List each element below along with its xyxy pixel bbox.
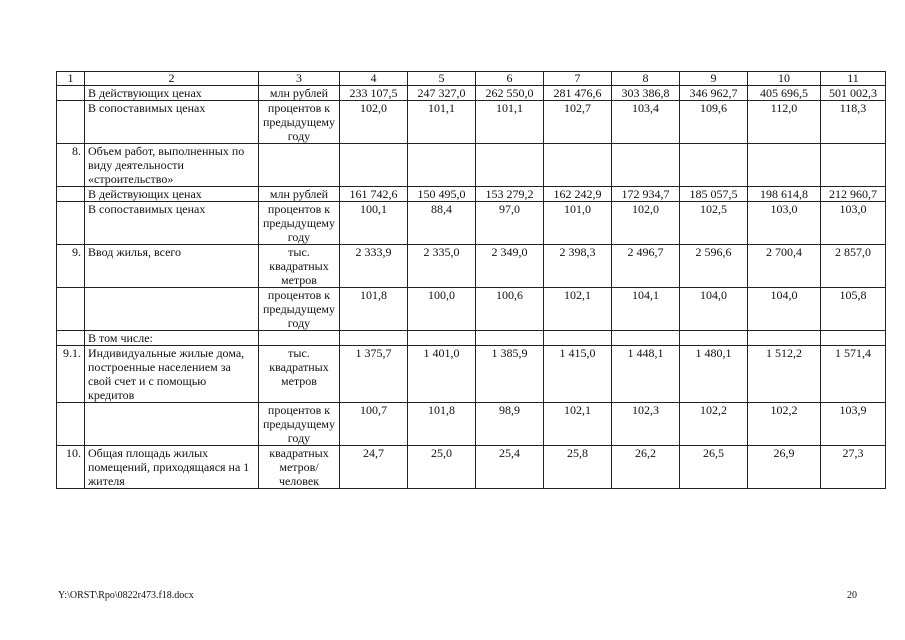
- value-cell: 281 476,6: [544, 86, 612, 101]
- row-number-cell: [57, 331, 85, 346]
- value-cell: [544, 331, 612, 346]
- value-cell: 101,8: [408, 403, 476, 446]
- value-cell: [821, 331, 886, 346]
- value-cell: 2 496,7: [612, 245, 680, 288]
- value-cell: 101,8: [340, 288, 408, 331]
- table-row: [57, 288, 886, 331]
- value-cell: 97,0: [476, 202, 544, 245]
- value-cell: [340, 331, 408, 346]
- value-cell: 102,3: [612, 403, 680, 446]
- value-cell: 212 960,7: [821, 187, 886, 202]
- value-cell: 102,7: [544, 101, 612, 144]
- row-number-cell: [57, 288, 85, 331]
- value-cell: 105,8: [821, 288, 886, 331]
- row-number-cell: [57, 101, 85, 144]
- value-cell: [612, 144, 680, 187]
- value-cell: 185 057,5: [680, 187, 748, 202]
- table-row: [57, 331, 886, 346]
- value-cell: 103,9: [821, 403, 886, 446]
- column-number-cell: 11: [821, 72, 886, 86]
- column-number-cell: 2: [85, 72, 259, 86]
- value-cell: 103,4: [612, 101, 680, 144]
- value-cell: 101,1: [408, 101, 476, 144]
- value-cell: 118,3: [821, 101, 886, 144]
- value-cell: 2 857,0: [821, 245, 886, 288]
- value-cell: 102,1: [544, 288, 612, 331]
- row-number-cell: [57, 403, 85, 446]
- value-cell: 104,1: [612, 288, 680, 331]
- column-number-cell: 10: [748, 72, 821, 86]
- table-row: [57, 86, 886, 101]
- value-cell: 103,0: [821, 202, 886, 245]
- row-number-cell: 9.: [57, 245, 85, 288]
- value-cell: 100,0: [408, 288, 476, 331]
- row-number-cell: 8.: [57, 144, 85, 187]
- row-number-cell: [57, 86, 85, 101]
- indicator-name-cell: [85, 288, 259, 331]
- value-cell: 104,0: [748, 288, 821, 331]
- indicator-name-cell: [85, 403, 259, 446]
- value-cell: 346 962,7: [680, 86, 748, 101]
- value-cell: 2 596,6: [680, 245, 748, 288]
- unit-cell: процентов к предыдущему году: [259, 101, 340, 144]
- value-cell: 2 398,3: [544, 245, 612, 288]
- value-cell: 2 335,0: [408, 245, 476, 288]
- unit-cell: тыс. квадратных метров: [259, 245, 340, 288]
- column-number-cell: 8: [612, 72, 680, 86]
- value-cell: [476, 144, 544, 187]
- value-cell: [748, 331, 821, 346]
- value-cell: 1 512,2: [748, 346, 821, 403]
- value-cell: 1 448,1: [612, 346, 680, 403]
- row-number-cell: 9.1.: [57, 346, 85, 403]
- indicator-name-cell: В том числе:: [85, 331, 259, 346]
- value-cell: 102,0: [340, 101, 408, 144]
- column-number-cell: 3: [259, 72, 340, 86]
- value-cell: [340, 144, 408, 187]
- table-header-row: [57, 72, 886, 86]
- value-cell: 102,2: [748, 403, 821, 446]
- unit-cell: процентов к предыдущему году: [259, 403, 340, 446]
- column-number-cell: 6: [476, 72, 544, 86]
- value-cell: 104,0: [680, 288, 748, 331]
- value-cell: 102,2: [680, 403, 748, 446]
- unit-cell: процентов к предыдущему году: [259, 202, 340, 245]
- footer-file-path: Y:\ORST\Rpo\0822r473.f18.docx: [58, 590, 194, 601]
- row-number-cell: [57, 202, 85, 245]
- column-number-cell: 1: [57, 72, 85, 86]
- value-cell: 109,6: [680, 101, 748, 144]
- table-row: [57, 403, 886, 446]
- value-cell: [680, 331, 748, 346]
- value-cell: 172 934,7: [612, 187, 680, 202]
- value-cell: 247 327,0: [408, 86, 476, 101]
- row-number-cell: [57, 187, 85, 202]
- value-cell: 100,6: [476, 288, 544, 331]
- value-cell: 2 700,4: [748, 245, 821, 288]
- value-cell: [680, 144, 748, 187]
- value-cell: 303 386,8: [612, 86, 680, 101]
- indicator-name-cell: В действующих ценах: [85, 86, 259, 101]
- value-cell: [408, 331, 476, 346]
- table-row: [57, 101, 886, 144]
- value-cell: 233 107,5: [340, 86, 408, 101]
- value-cell: [544, 144, 612, 187]
- table-row: [57, 446, 886, 489]
- value-cell: 25,8: [544, 446, 612, 489]
- value-cell: 100,1: [340, 202, 408, 245]
- unit-cell: тыс. квадратных метров: [259, 346, 340, 403]
- value-cell: 262 550,0: [476, 86, 544, 101]
- table-row: [57, 346, 886, 403]
- indicator-name-cell: В действующих ценах: [85, 187, 259, 202]
- value-cell: 501 002,3: [821, 86, 886, 101]
- unit-cell: квадратных метров/ человек: [259, 446, 340, 489]
- value-cell: 102,1: [544, 403, 612, 446]
- column-number-cell: 4: [340, 72, 408, 86]
- value-cell: 153 279,2: [476, 187, 544, 202]
- table-row: [57, 144, 886, 187]
- unit-cell: процентов к предыдущему году: [259, 288, 340, 331]
- unit-cell: [259, 331, 340, 346]
- value-cell: 103,0: [748, 202, 821, 245]
- unit-cell: [259, 144, 340, 187]
- value-cell: [821, 144, 886, 187]
- indicator-name-cell: Индивидуальные жилые дома, построенные населением за свой счет и с помощью кредитов: [85, 346, 259, 403]
- value-cell: 1 415,0: [544, 346, 612, 403]
- value-cell: 1 480,1: [680, 346, 748, 403]
- value-cell: 198 614,8: [748, 187, 821, 202]
- table-row: [57, 187, 886, 202]
- value-cell: 26,9: [748, 446, 821, 489]
- table-row: [57, 245, 886, 288]
- row-number-cell: 10.: [57, 446, 85, 489]
- value-cell: 25,4: [476, 446, 544, 489]
- unit-cell: млн рублей: [259, 187, 340, 202]
- value-cell: 405 696,5: [748, 86, 821, 101]
- value-cell: [612, 331, 680, 346]
- value-cell: 1 375,7: [340, 346, 408, 403]
- value-cell: 26,2: [612, 446, 680, 489]
- indicator-name-cell: В сопоставимых ценах: [85, 101, 259, 144]
- unit-cell: млн рублей: [259, 86, 340, 101]
- value-cell: 102,5: [680, 202, 748, 245]
- value-cell: 161 742,6: [340, 187, 408, 202]
- column-number-cell: 9: [680, 72, 748, 86]
- table-row: [57, 202, 886, 245]
- value-cell: 1 401,0: [408, 346, 476, 403]
- indicator-name-cell: Объем работ, выполненных по виду деятельности «строительство»: [85, 144, 259, 187]
- value-cell: 102,0: [612, 202, 680, 245]
- value-cell: 24,7: [340, 446, 408, 489]
- value-cell: 112,0: [748, 101, 821, 144]
- indicator-name-cell: В сопоставимых ценах: [85, 202, 259, 245]
- value-cell: 2 333,9: [340, 245, 408, 288]
- value-cell: 27,3: [821, 446, 886, 489]
- value-cell: 98,9: [476, 403, 544, 446]
- value-cell: 25,0: [408, 446, 476, 489]
- column-number-cell: 5: [408, 72, 476, 86]
- value-cell: 162 242,9: [544, 187, 612, 202]
- value-cell: 1 571,4: [821, 346, 886, 403]
- data-table: [56, 71, 886, 489]
- footer-page-number: 20: [847, 590, 857, 601]
- value-cell: 101,1: [476, 101, 544, 144]
- value-cell: 1 385,9: [476, 346, 544, 403]
- value-cell: 100,7: [340, 403, 408, 446]
- indicator-name-cell: Общая площадь жилых помещений, приходящаяся на 1 жителя: [85, 446, 259, 489]
- value-cell: 88,4: [408, 202, 476, 245]
- value-cell: [748, 144, 821, 187]
- value-cell: [408, 144, 476, 187]
- indicator-name-cell: Ввод жилья, всего: [85, 245, 259, 288]
- column-number-cell: 7: [544, 72, 612, 86]
- value-cell: 150 495,0: [408, 187, 476, 202]
- value-cell: 2 349,0: [476, 245, 544, 288]
- value-cell: 101,0: [544, 202, 612, 245]
- value-cell: [476, 331, 544, 346]
- value-cell: 26,5: [680, 446, 748, 489]
